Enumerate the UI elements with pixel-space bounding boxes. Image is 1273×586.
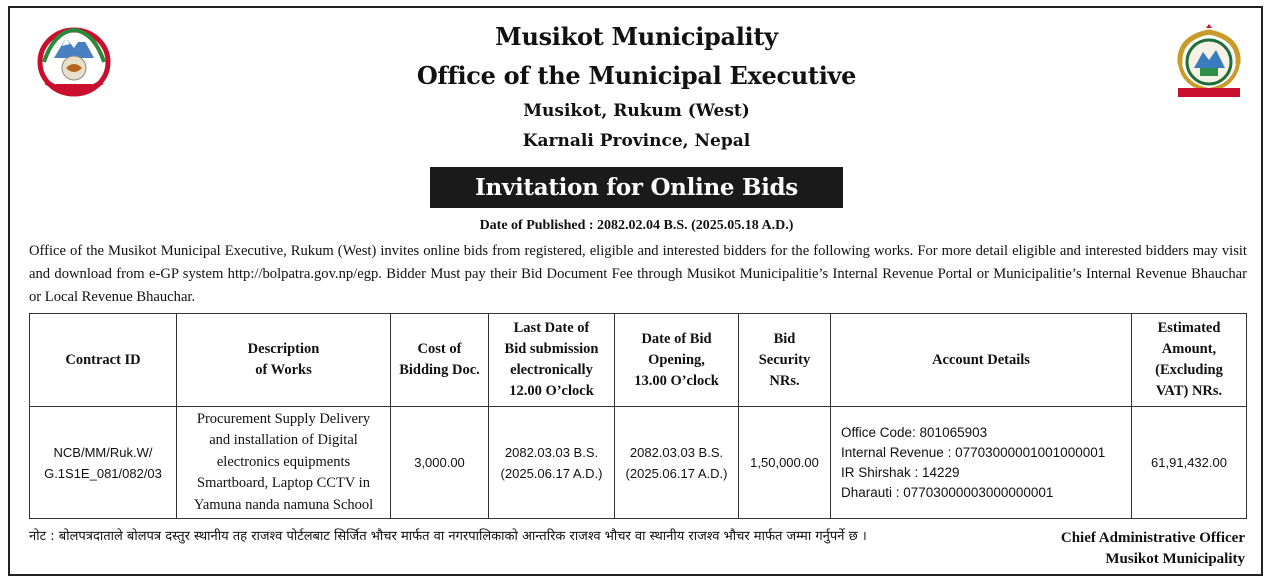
cell-line: (2025.06.17 A.D.) — [500, 465, 603, 481]
header-account: Account Details — [831, 314, 1132, 407]
cell-line: Yamuna nanda namuna School — [193, 496, 374, 513]
header-line: Cost of — [417, 341, 462, 357]
header-line: Amount, — [1161, 341, 1217, 357]
municipality-name: Musikot Municipality — [495, 22, 778, 51]
header-block — [0, 18, 1273, 156]
header-line: 12.00 O’clock — [509, 383, 594, 399]
cell-line: electronics equipments — [216, 453, 351, 470]
header-cost — [391, 314, 489, 407]
cell-line: G.1S1E_081/082/03 — [44, 465, 162, 481]
cell-line: (2025.06.17 A.D.) — [625, 465, 728, 481]
cell-line: NCB/MM/Ruk.W/ — [53, 444, 153, 460]
published-date: Date of Published : 2082.02.04 B.S. (2025.05.18 A.D.) — [479, 218, 794, 233]
header-last-date — [489, 314, 615, 407]
cell-estimated: 61,91,432.00 — [1132, 407, 1247, 519]
header-contract-id: Contract ID — [30, 314, 177, 407]
office-province: Karnali Province, Nepal — [522, 131, 751, 151]
cell-description — [177, 407, 391, 519]
table-row — [30, 407, 1247, 519]
nepali-note: नोट : बोलपत्रदाताले बोलपत्र दस्तुर स्थानीय तह राजश्व पोर्टलबाट सिर्जित भौचर मार्फत वा नगरपालिकाको आन्तरिक राजश्व भौचर वा स्थानीय राजश्व भौचर मार्फत जम्मा गर्नुपर्ने छ । — [29, 529, 867, 544]
header-line: (Excluding — [1155, 362, 1223, 378]
header-description — [177, 314, 391, 407]
cell-line: Internal Revenue : 07703000001001000001 — [841, 444, 1106, 460]
header-line: Opening, — [648, 351, 705, 368]
cell-line: Smartboard, Laptop CCTV in — [197, 475, 370, 492]
header-line: electronically — [510, 362, 593, 378]
cell-line: Dharauti : 07703000003000000001 — [841, 484, 1054, 500]
intro-paragraph: Office of the Musikot Municipal Executive, Rukum (West) invites online bids from registered, eligible and interested bidders for the following works. For more detail eligible and interested bidders may visit and download from e-GP system http://bolpatra.gov.np/egp. Bidder Must pay their Bid Document Fee through Musikot Municipalitie’s Internal Revenue Portal or Municipalitie’s Internal Revenue Bhauchar or Local Revenue Bhauchar. — [29, 243, 1247, 305]
cell-line: and installation of Digital — [209, 432, 358, 449]
signature-title: Chief Administrative Officer — [1060, 530, 1245, 546]
header-line: of Works — [255, 362, 312, 378]
cell-account — [831, 407, 1132, 519]
header-opening — [615, 314, 739, 407]
header-line: Estimated — [1157, 320, 1221, 336]
header-line: VAT) NRs. — [1155, 383, 1223, 399]
header-line: Bid — [773, 330, 796, 347]
bids-table — [29, 313, 1247, 519]
cell-security: 1,50,000.00 — [739, 407, 831, 519]
header-line: Security — [758, 351, 811, 368]
cell-contract-id — [30, 407, 177, 519]
header-line: Date of Bid — [641, 330, 712, 347]
cell-cost: 3,000.00 — [391, 407, 489, 519]
signature-org: Musikot Municipality — [1105, 551, 1245, 567]
cell-last-date — [489, 407, 615, 519]
header-line: Last Date of — [513, 320, 590, 336]
cell-line: 2082.03.03 B.S. — [504, 444, 599, 460]
cell-line: Office Code: 801065903 — [841, 424, 988, 440]
notice-title: Invitation for Online Bids — [430, 167, 843, 208]
header-line: 13.00 O’clock — [634, 372, 719, 389]
office-location: Musikot, Rukum (West) — [523, 101, 750, 121]
header-line: NRs. — [769, 372, 800, 389]
cell-line: 2082.03.03 B.S. — [629, 444, 724, 460]
header-line: Bid submission — [504, 341, 599, 357]
header-security — [739, 314, 831, 407]
signature-block — [1061, 528, 1245, 570]
cell-line: Procurement Supply Delivery — [196, 410, 371, 427]
office-name: Office of the Municipal Executive — [416, 61, 857, 90]
header-estimated — [1132, 314, 1247, 407]
table-header-row — [30, 314, 1247, 407]
header-line: Bidding Doc. — [399, 362, 480, 378]
header-line: Description — [247, 341, 320, 357]
cell-line: IR Shirshak : 14229 — [841, 464, 960, 480]
cell-opening — [615, 407, 739, 519]
